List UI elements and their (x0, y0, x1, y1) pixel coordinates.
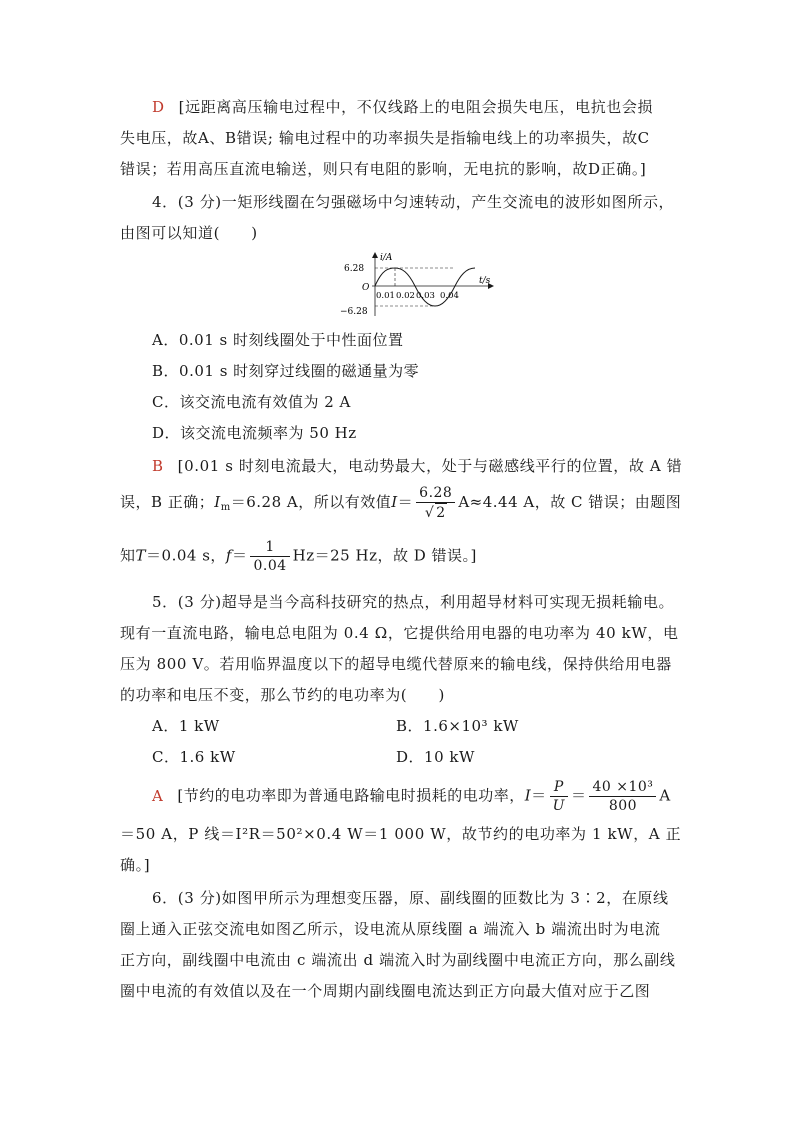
q4-answer-text-3c: Hz＝25 Hz，故 D 错误。] (292, 546, 477, 565)
q4-answer-text-2a: 误，B 正确； (120, 493, 215, 511)
u-var: U (552, 798, 565, 814)
q5-option-a: A．1 kW (152, 717, 220, 735)
y-min-label: −6.28 (340, 307, 368, 317)
y-max-label: 6.28 (344, 264, 365, 274)
rms-fraction (416, 484, 455, 522)
q5-stem-line-2: 现有一直流电路，输电总电阻为 0.4 Ω，它提供给用电器的电功率为 40 kW，电 (120, 624, 679, 642)
equals-sign: ＝ (397, 493, 414, 511)
q4-answer-line-2 (120, 484, 680, 522)
q6-stem-line-2: 圈上通入正弦交流电如图乙所示，设电流从原线圈 a 端流入 b 端流出时为电流 (120, 920, 661, 938)
q6-stem-line-1: 6．(3 分)如图甲所示为理想变压器，原、副线圈的匝数比为 3∶2，在原线 (152, 889, 669, 907)
q4-answer-text-2c: A≈4.44 A，故 C 错误；由题图 (458, 493, 682, 511)
q4-stem-line-2: 由图可以知道( ) (120, 224, 258, 242)
q3-answer-line-3: 错误；若用高压直流电输送，则只有电阻的影响，无电抗的影响，故D正确。] (120, 160, 647, 178)
q5-answer-line-3: 确。] (120, 856, 151, 874)
y-axis-label: i/A (380, 253, 393, 263)
equals-sign: ＝ (531, 786, 547, 805)
origin-label: O (362, 283, 370, 293)
i-var: I (524, 786, 532, 805)
freq-fraction-denominator: 0.04 (253, 558, 287, 574)
rms-fraction-numerator: 6.28 (416, 484, 455, 503)
im-var: I (214, 493, 221, 511)
x-tick-0.01: 0.01 (376, 291, 395, 301)
current-axis-arrow (372, 252, 378, 258)
q6-stem-line-4: 圈中电流的有效值以及在一个周期内副线圈电流达到正方向最大值对应于乙图 (120, 982, 651, 1000)
value-fraction-denominator: 800 (608, 798, 638, 814)
q4-stem-line-1: 4．(3 分)一矩形线圈在匀强磁场中匀速转动，产生交流电的波形如图所示， (152, 193, 675, 211)
q5-answer-line-1: A [节约的电功率即为普通电路输电时损耗的电功率，I＝ $\frac{P}{U}$ ＝ $\frac{\text{40 ×10³}}{800}$ A (152, 779, 671, 814)
q4-answer-line-3: 知T＝0.04 s，f＝ $\frac{1}{0.04}$ Hz＝25 Hz，故 D 错误。] (120, 539, 477, 574)
p-var: P (550, 778, 568, 797)
q4-waveform-graph (340, 250, 500, 320)
im-subscript: m (220, 502, 231, 513)
q3-answer-text-1: [远距离高压输电过程中，不仅线路上的电阻会损失电压，电抗也会损 (178, 98, 654, 116)
q5-stem-line-1: 5．(3 分)超导是当今高科技研究的热点，利用超导材料可实现无损耗输电。 (152, 593, 675, 611)
q5-stem-line-4: 的功率和电压不变，那么节约的电功率为( ) (120, 686, 445, 704)
q4-option-a: A．0.01 s 时刻线圈处于中性面位置 (152, 331, 404, 349)
freq-fraction-numerator: 1 (250, 538, 289, 557)
value-fraction-numerator: 40 ×10³ (589, 778, 656, 797)
q5-answer-line-2: ＝50 A，P 线＝I²R＝50²×0.4 W＝1 000 W，故节约的电功率为 1 kW，A 正 (120, 825, 682, 843)
f-var: f (225, 546, 232, 565)
q5-option-d: D．10 kW (396, 748, 475, 766)
q4-answer-letter: B (152, 457, 164, 475)
i-var: I (391, 493, 398, 511)
x-tick-0.03: 0.03 (416, 291, 435, 301)
q4-answer-text-3a: 知 (120, 546, 136, 565)
q5-option-b: B．1.6×10³ kW (396, 717, 519, 735)
x-tick-0.02: 0.02 (396, 291, 415, 301)
q6-stem-line-3: 正方向，副线圈中电流由 c 端流出 d 端流入时为副线圈中电流正方向，那么副线 (120, 951, 676, 969)
q4-answer-text-2b: ＝6.28 A，所以有效值 (230, 493, 392, 511)
q3-answer-letter: D (152, 98, 165, 116)
q4-option-b: B．0.01 s 时刻穿过线圈的磁通量为零 (152, 362, 420, 380)
q5-stem-line-3: 压为 800 V。若用临界温度以下的超导电缆代替原来的输电线，保持供给用电器 (120, 655, 672, 673)
x-axis-label: t/s (479, 276, 491, 286)
x-tick-0.04: 0.04 (440, 291, 459, 301)
q4-answer-text-3b: ＝0.04 s， (146, 546, 226, 565)
q5-answer-text-1b: A (659, 786, 671, 805)
rms-fraction-denominator: √ 2 (424, 505, 446, 521)
value-fraction (589, 778, 656, 815)
q4-option-c: C．该交流电流有效值为 2 A (152, 393, 351, 411)
q5-answer-letter: A (152, 786, 164, 805)
q3-answer-line-1 (152, 95, 712, 119)
t-var: T (135, 546, 147, 565)
q3-answer-line-2: 失电压，故A、B错误; 输电过程中的功率损失是指输电线上的功率损失，故C (120, 129, 650, 147)
sqrt-radicand: 2 (436, 505, 446, 521)
q4-option-d: D．该交流电流频率为 50 Hz (152, 424, 357, 442)
pu-fraction (550, 778, 568, 815)
q4-answer-text-1: [0.01 s 时刻电流最大，电动势最大，处于与磁感线平行的位置，故 A 错 (177, 457, 683, 475)
freq-fraction (250, 538, 289, 575)
q5-option-c: C．1.6 kW (152, 748, 236, 766)
q4-answer-line-1 (152, 454, 712, 478)
q5-answer-text-1a: [节约的电功率即为普通电路输电时损耗的电功率， (177, 786, 525, 805)
